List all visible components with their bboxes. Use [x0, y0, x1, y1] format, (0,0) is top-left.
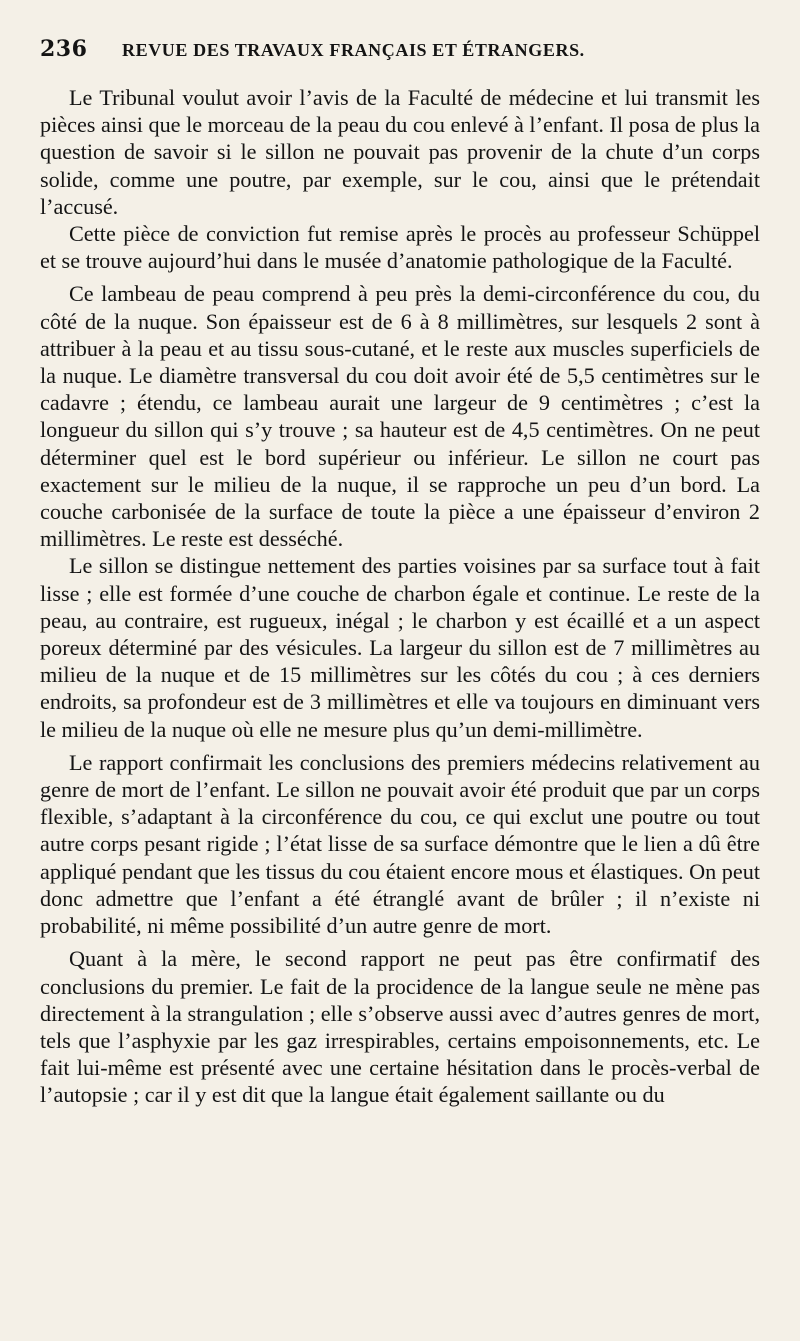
- paragraph: Ce lambeau de peau comprend à peu près la demi-circonférence du cou, du côté de la nuque. Son épaisseur est de 6 à 8 millimètres, sur lesquels 2 sont à attribuer à la peau et au tissu sous-cutané, et le reste aux muscles superficiels de la nuque. Le diamètre transversal du cou doit avoir été de 5,5 centimètres sur le cadavre ; étendu, ce lambeau aurait une largeur de 9 centimètres ; c’est la longueur du sillon qui s’y trouve ; sa hauteur est de 4,5 centimètres. On ne peut déterminer quel est le bord supérieur ou inférieur. Le sillon ne court pas exactement sur le milieu de la nuque, il se rapproche un peu d’un bord. La couche carbonisée de la surface de toute la pièce a une épaisseur d’environ 2 millimètres. Le reste est desséché.: [40, 281, 760, 552]
- paragraph: Le sillon se distingue nettement des parties voisines par sa surface tout à fait lisse ; elle est formée d’une couche de charbon égale et continue. Le reste de la peau, au contraire, est rugueux, inégal ; le charbon y est écaillé et a un aspect poreux déterminé par des vésicules. La largeur du sillon est de 7 millimètres au milieu de la nuque et de 15 millimètres sur les côtés du cou ; à ces derniers endroits, sa profondeur est de 3 millimètres et elle va toujours en diminuant vers le milieu de la nuque où elle ne mesure plus qu’un demi-millimètre.: [40, 553, 760, 742]
- running-title: REVUE DES TRAVAUX FRANÇAIS ET ÉTRANGERS.: [122, 40, 585, 60]
- paragraph: Cette pièce de conviction fut remise après le procès au professeur Schüppel et se trouve aujourd’hui dans le musée d’anatomie pathologique de la Faculté.: [40, 221, 760, 274]
- paragraph: Le Tribunal voulut avoir l’avis de la Faculté de médecine et lui transmit les pièces ainsi que le morceau de la peau du cou enlevé à l’enfant. Il posa de plus la question de savoir si le sillon ne pouvait pas provenir de la chute d’un corps solide, comme une poutre, par exemple, sur le cou, ainsi que le prétendait l’accusé.: [40, 85, 760, 219]
- paragraph: Quant à la mère, le second rapport ne peut pas être confirmatif des conclusions du premier. Le fait de la procidence de la langue seule ne mène pas directement à la strangulation ; elle s’observe aussi avec d’autres genres de mort, tels que l’asphyxie par les gaz irrespirables, certains empoisonnements, etc. Le fait lui-même est présenté avec une certaine hésitation dans le procès-verbal de l’autopsie ; car il y est dit que la langue était également saillante ou du: [40, 946, 760, 1108]
- running-head: [40, 36, 760, 76]
- page-number: 236: [40, 36, 88, 62]
- body-text: [40, 84, 760, 1109]
- paragraph: Le rapport confirmait les conclusions des premiers médecins relativement au genre de mort de l’enfant. Le sillon ne pouvait avoir été produit que par un corps flexible, s’adaptant à la circonférence du cou, ce qui exclut une poutre ou tout autre corps pesant rigide ; l’état lisse de sa surface démontre que le lien a dû être appliqué pendant que les tissus du cou étaient encore mous et élastiques. On peut donc admettre que l’enfant a été étranglé avant de brûler ; il n’existe ni probabilité, ni même possibilité d’un autre genre de mort.: [40, 749, 760, 939]
